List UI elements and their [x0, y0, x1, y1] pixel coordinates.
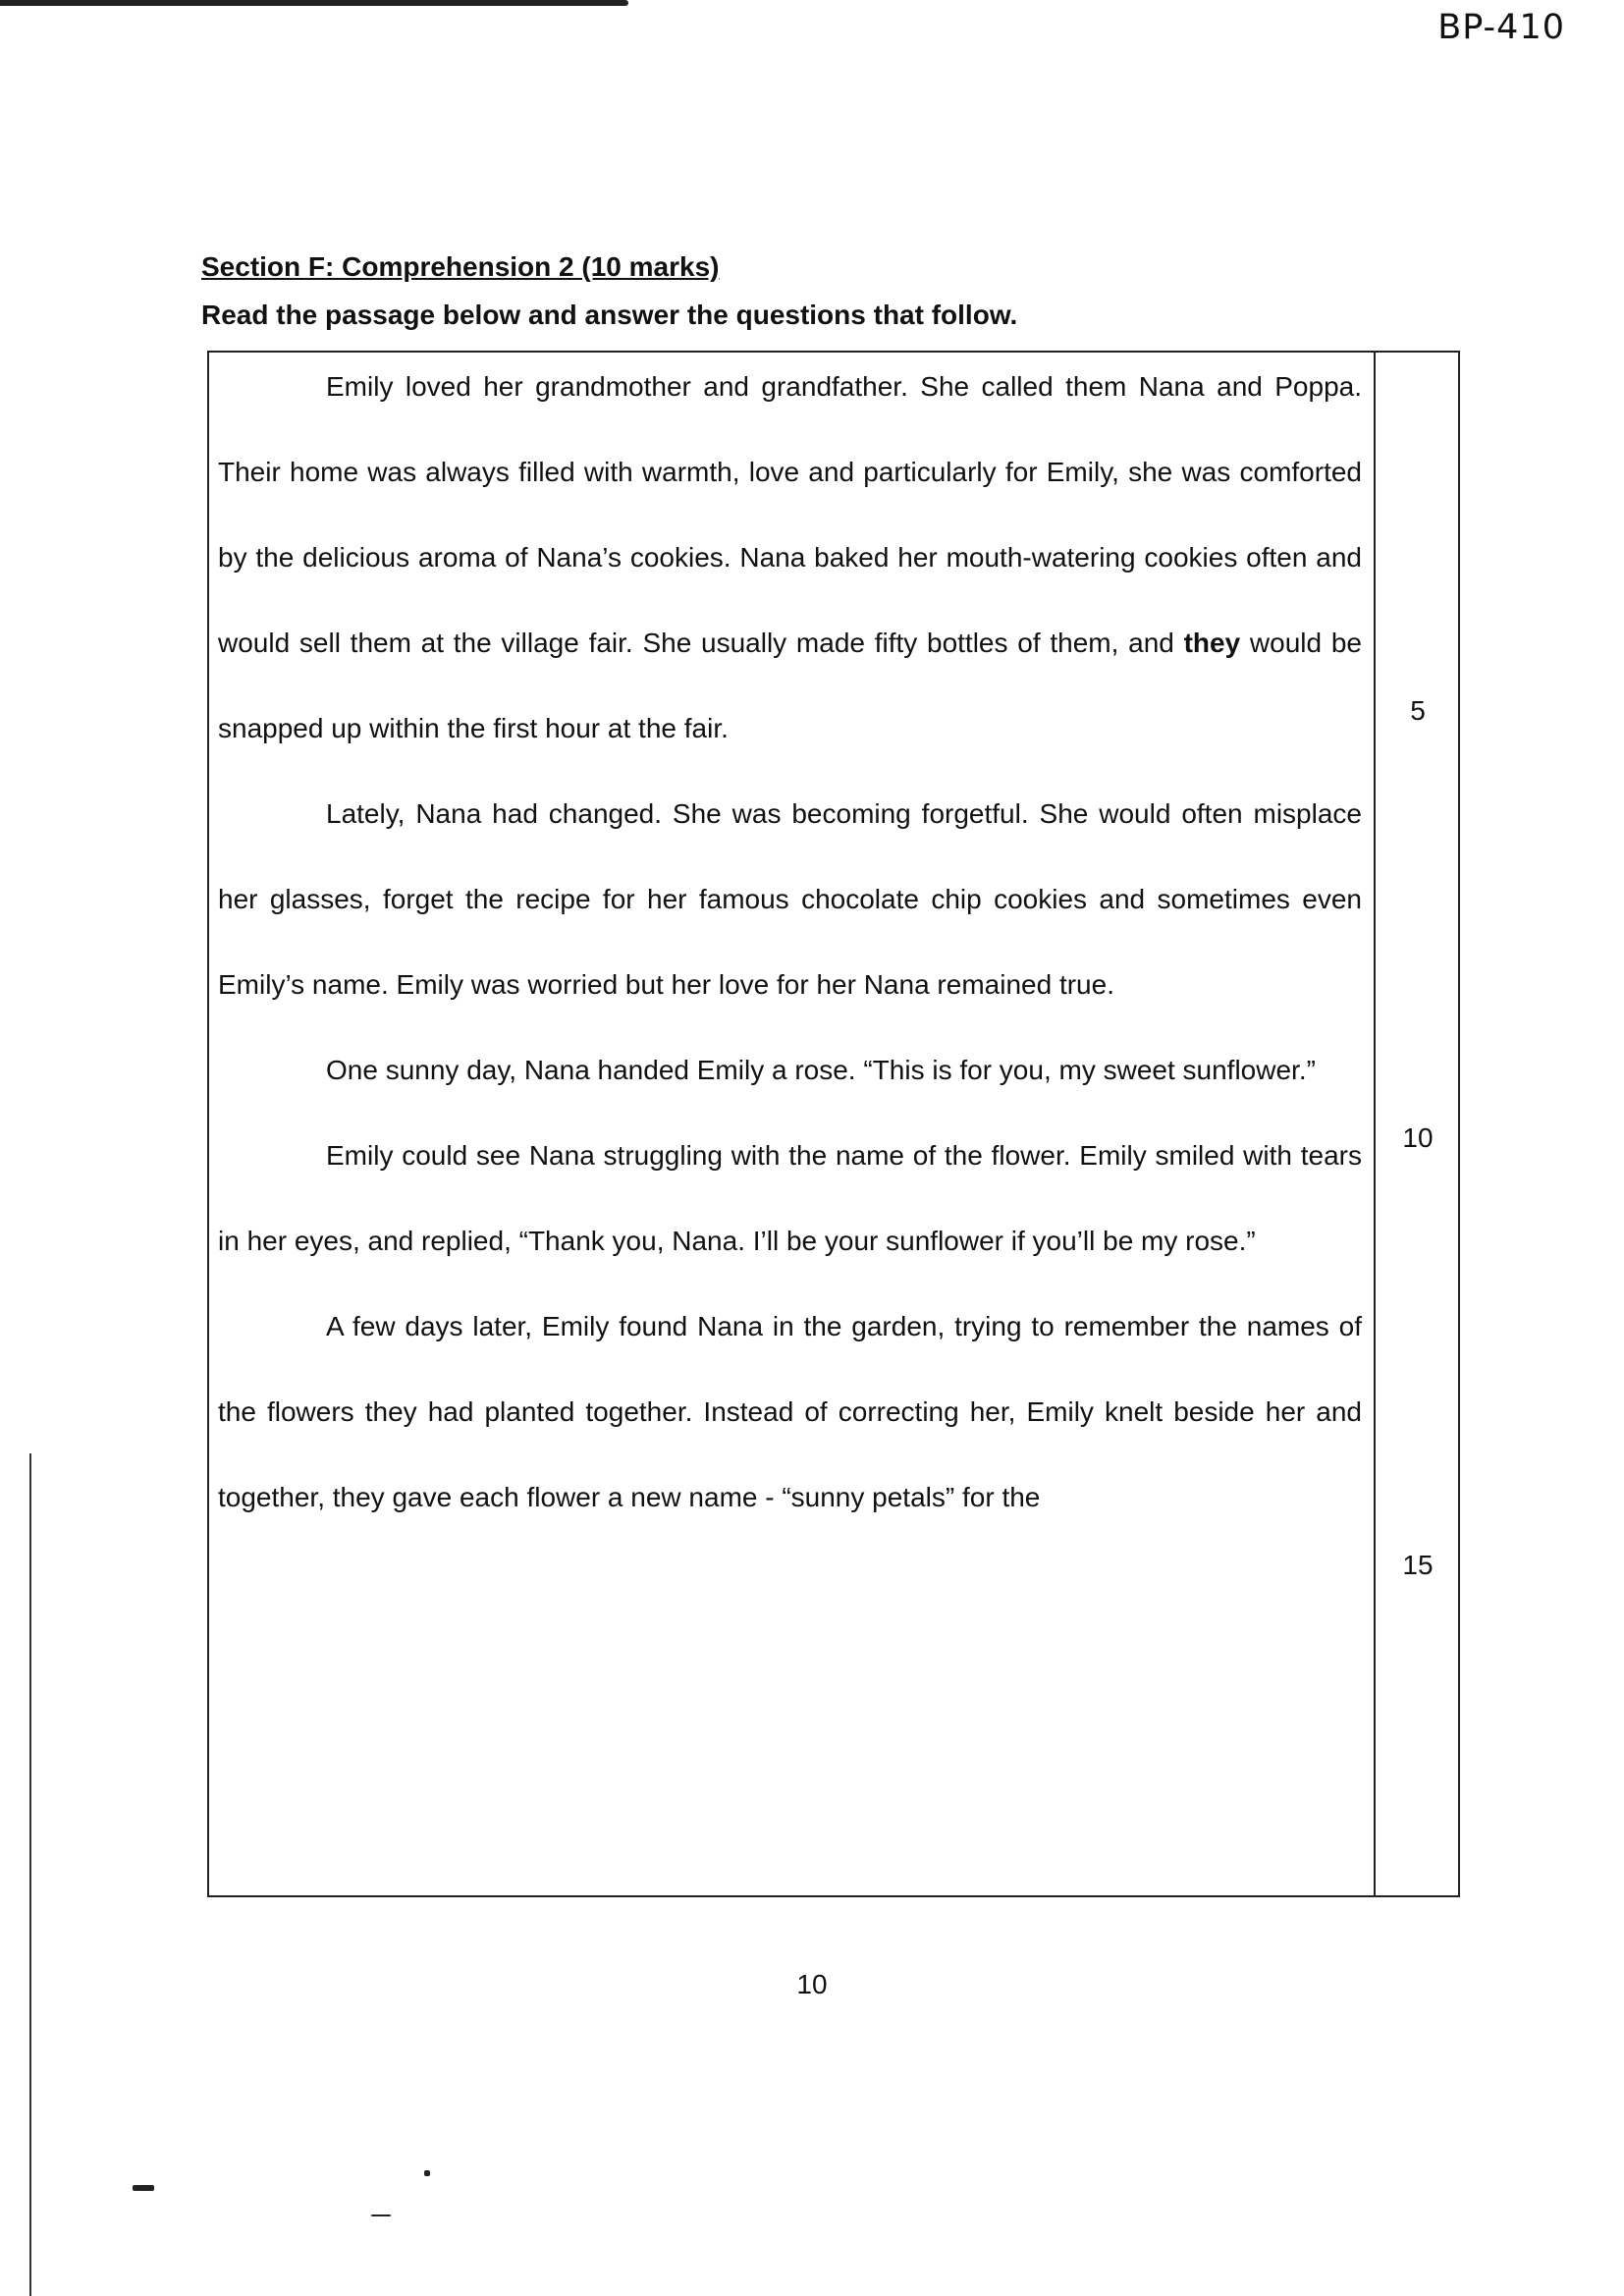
line-number-5: 5 [1410, 695, 1426, 726]
paragraph-3: One sunny day, Nana handed Emily a rose. “This is for you, my sweet sunflower.” [326, 1055, 1316, 1085]
scan-speck [424, 2170, 430, 2176]
scan-speck [371, 2214, 391, 2216]
paper-code: BP-410 [1437, 8, 1565, 47]
scan-edge-top [0, 0, 628, 6]
paragraph-4: Emily could see Nana struggling with the name of the flower. Emily smiled with tears in her eyes, and replied, “Thank you, Nana. I’ll be your sunflower if you’ll be my rose.” [218, 1140, 1362, 1256]
paragraph-1: Emily loved her grandmother and grandfather. She called them Nana and Poppa. Their home was always filled with warmth, love and particularly for Emily, she was comforted by the delicious aroma of Nana’s cookies. Nana baked her mouth-watering cookies often and would sell them at the village fair. She usually made fifty bottles of them, and they would be snapped up within the first hour at the fair. [218, 371, 1362, 743]
section-title: Section F: Comprehension 2 (10 marks) [201, 251, 720, 282]
line-number-15: 15 [1402, 1550, 1434, 1580]
passage-text [218, 344, 1362, 1540]
scan-speck [133, 2185, 154, 2191]
page-number: 10 [796, 1969, 828, 1999]
emphasized-word: they [1183, 628, 1241, 658]
scan-edge-left [29, 1453, 31, 2296]
paragraph-2: Lately, Nana had changed. She was becoming forgetful. She would often misplace her glasses, forget the recipe for her famous chocolate chip cookies and sometimes even Emily’s name. Emily was worried but her love for her Nana remained true. [218, 798, 1362, 1000]
line-number-10: 10 [1402, 1122, 1434, 1153]
instructions: Read the passage below and answer the questions that follow. [201, 300, 1018, 330]
paragraph-5: A few days later, Emily found Nana in the garden, trying to remember the names of the flowers they had planted together. Instead of correcting her, Emily knelt beside her and together, they gave each flower a new name - “sunny petals” for the [218, 1311, 1362, 1512]
